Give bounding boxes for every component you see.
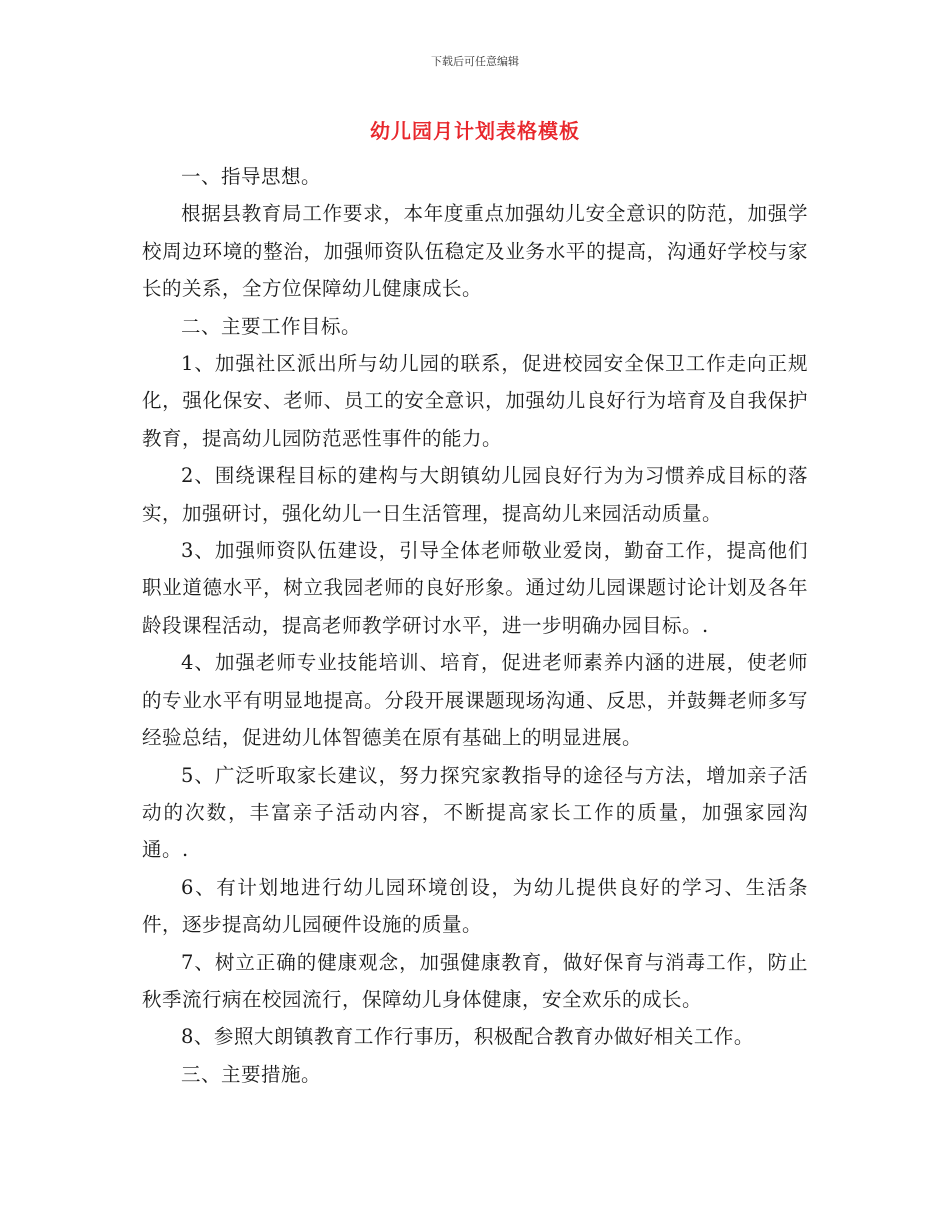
goal-item-5: 5、广泛听取家长建议，努力探究家教指导的途径与方法，增加亲子活动的次数，丰富亲子活动内容，不断提高家长工作的质量，加强家园沟通。. bbox=[142, 763, 808, 862]
goal-item-1: 1、加强社区派出所与幼儿园的联系，促进校园安全保卫工作走向正规化，强化保安、老师、员工的安全意识，加强幼儿良好行为培育及自我保护教育，提高幼儿园防范恶性事件的能力。 bbox=[142, 352, 808, 450]
goal-item-4: 4、加强老师专业技能培训、培育，促进老师素养内涵的进展，使老师的专业水平有明显地提高。分段开展课题现场沟通、反思，并鼓舞老师多写经验总结，促进幼儿体智德美在原有基础上的明显进展。 bbox=[142, 651, 808, 750]
section-heading-main-goals: 二、主要工作目标。 bbox=[181, 314, 362, 338]
goal-item-3: 3、加强师资队伍建设，引导全体老师敬业爱岗，勤奋工作，提高他们职业道德水平，树立我园老师的良好形象。通过幼儿园课题讨论计划及各年龄段课程活动，提高老师教学研讨水平，进一步明确办园目标。. bbox=[142, 539, 808, 637]
page-title: 幼儿园月计划表格模板 bbox=[370, 119, 580, 143]
section-heading-guiding-thought: 一、指导思想。 bbox=[181, 165, 322, 188]
header-note: 下载后可任意编辑 bbox=[431, 55, 519, 68]
goal-item-2: 2、围绕课程目标的建构与大朗镇幼儿园良好行为为习惯养成目标的落实，加强研讨，强化幼儿一日生活管理，提高幼儿来园活动质量。 bbox=[142, 464, 808, 525]
goal-item-7: 7、树立正确的健康观念，加强健康教育，做好保育与消毒工作，防止秋季流行病在校园流行，保障幼儿身体健康，安全欢乐的成长。 bbox=[142, 950, 808, 1011]
paragraph-guiding-thought: 根据县教育局工作要求，本年度重点加强幼儿安全意识的防范，加强学校周边环境的整治，加强师资队伍稳定及业务水平的提高，沟通好学校与家长的关系，全方位保障幼儿健康成长。 bbox=[142, 202, 808, 301]
goal-item-8: 8、参照大朗镇教育工作行事历，积极配合教育办做好相关工作。 bbox=[181, 1025, 754, 1049]
goal-item-6: 6、有计划地进行幼儿园环境创设，为幼儿提供良好的学习、生活条件，逐步提高幼儿园硬件设施的质量。 bbox=[142, 875, 808, 937]
section-heading-main-measures: 三、主要措施。 bbox=[181, 1062, 322, 1086]
document-body bbox=[142, 158, 808, 1093]
